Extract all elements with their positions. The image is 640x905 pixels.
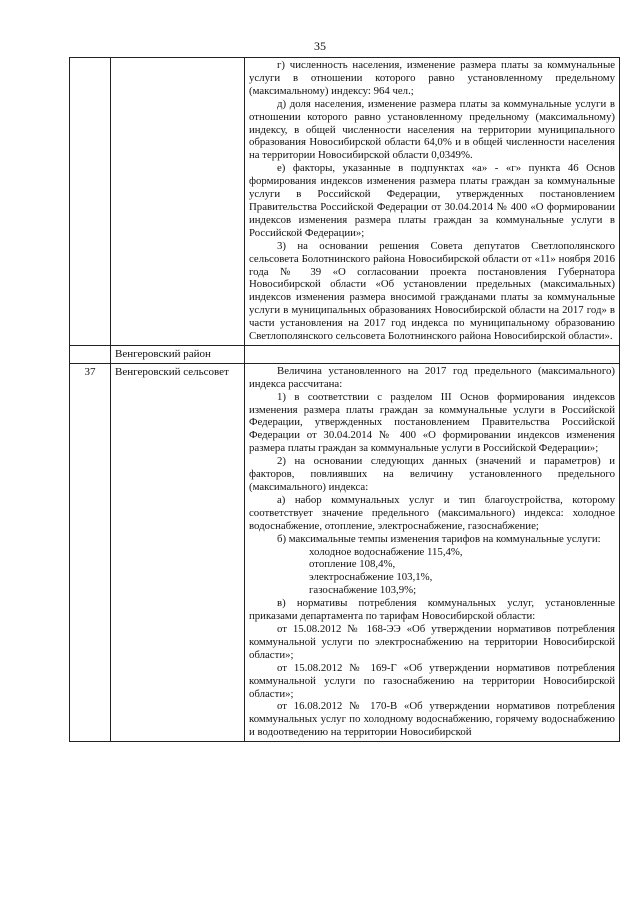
paragraph: г) численность населения, изменение размера платы за коммунальные услуги в отношении которого равно установленному предельному (максимальному) индексу: 964 чел.;	[249, 59, 615, 97]
row-number-cell	[70, 58, 111, 346]
tariff-item: электроснабжение 103,1%,	[309, 571, 433, 584]
table-row-37	[70, 363, 620, 741]
municipality-cell: Венгеровский сельсовет	[111, 363, 245, 741]
paragraph: от 16.08.2012 № 170-В «Об утверждении нормативов потребления коммунальных услуг по холодному водоснабжению, горячему водоснабжению и водоотведению на территории Новосибирской	[249, 700, 615, 739]
paragraph: е) факторы, указанные в подпунктах «а» - «г» пункта 46 Основ формирования индексов изменения размера платы граждан за коммунальные услуги в Российской Федерации, утвержденных постановлением Правительства Российской Федерации от 30.04.2014 № 400 «О формировании индексов изменения размера платы граждан за коммунальные услуги в Российской Федерации»;	[249, 162, 615, 239]
page-number: 35	[314, 39, 326, 53]
tariff-item: холодное водоснабжение 115,4%,	[309, 545, 463, 558]
justification-cell	[245, 363, 620, 741]
paragraph: 1) в соответствии с разделом III Основ формирования индексов изменения размера платы граждан за коммунальные услуги в Российской Федерации, утвержденных постановлением Правительства Российской Федерации от 30.04.2014 № 400 «О формировании индексов изменения размера платы граждан за коммунальные услуги в Российской Федерации»;	[249, 390, 615, 455]
paragraph: 3) на основании решения Совета депутатов Светлополянского сельсовета Болотнинского района Новосибирской области от «11» ноября 2016 года № 39 «О согласовании проекта постановления Губернатора Новосибирской области «Об установлении предельных (максимальных) индексов изменения размера вносимой гражданами платы за коммунальные услуги в муниципальных образованиях Новосибирской области на 2017 год» в части установления на 2017 год индекса по муниципальному образованию Светлополянского сельсовета Болотнинского района Новосибирской области».	[249, 239, 615, 343]
justification-cell	[245, 58, 620, 346]
row-number-cell	[70, 345, 111, 363]
table-row-continuation	[70, 58, 620, 346]
paragraph: д) доля населения, изменение размера платы за коммунальные услуги в отношении которого равно установленному предельному (максимальному) индексу, в общей численности населения на территории муниципального образования Новосибирской области 64,0% и в общей численности населения на территории Новосибирской области 0,0349%.	[249, 97, 615, 162]
paragraph: в) нормативы потребления коммунальных услуг, установленные приказами департамента по тарифам Новосибирской области:	[249, 597, 615, 623]
district-name-cell: Венгеровский район	[111, 345, 245, 363]
table-row-district	[70, 345, 620, 363]
paragraph: 2) на основании следующих данных (значений и параметров) и факторов, повлиявших на величину установленного предельного (максимального) индекса:	[249, 455, 615, 493]
justification-cell	[245, 345, 620, 363]
row-number-cell: 37	[70, 363, 111, 741]
paragraph: от 15.08.2012 № 169-Г «Об утверждении нормативов потребления коммунальной услуги по газоснабжению на территории Новосибирской области»;	[249, 661, 615, 700]
paragraph: б) максимальные темпы изменения тарифов на коммунальные услуги:	[277, 532, 601, 545]
paragraph: а) набор коммунальных услуг и тип благоустройства, которому соответствует значение предельного (максимального) индекса: холодное водоснабжение, отопление, электроснабжение, газоснабжение;	[249, 493, 615, 532]
tariff-item: отопление 108,4%,	[309, 558, 396, 571]
paragraph: от 15.08.2012 № 168-ЭЭ «Об утверждении нормативов потребления коммунальной услуги по электроснабжению на территории Новосибирской области»;	[249, 622, 615, 661]
tariff-item: газоснабжение 103,9%;	[309, 584, 417, 597]
tariff-index-table	[69, 57, 620, 742]
municipality-cell	[111, 58, 245, 346]
paragraph: Величина установленного на 2017 год предельного (максимального) индекса рассчитана:	[249, 364, 615, 390]
